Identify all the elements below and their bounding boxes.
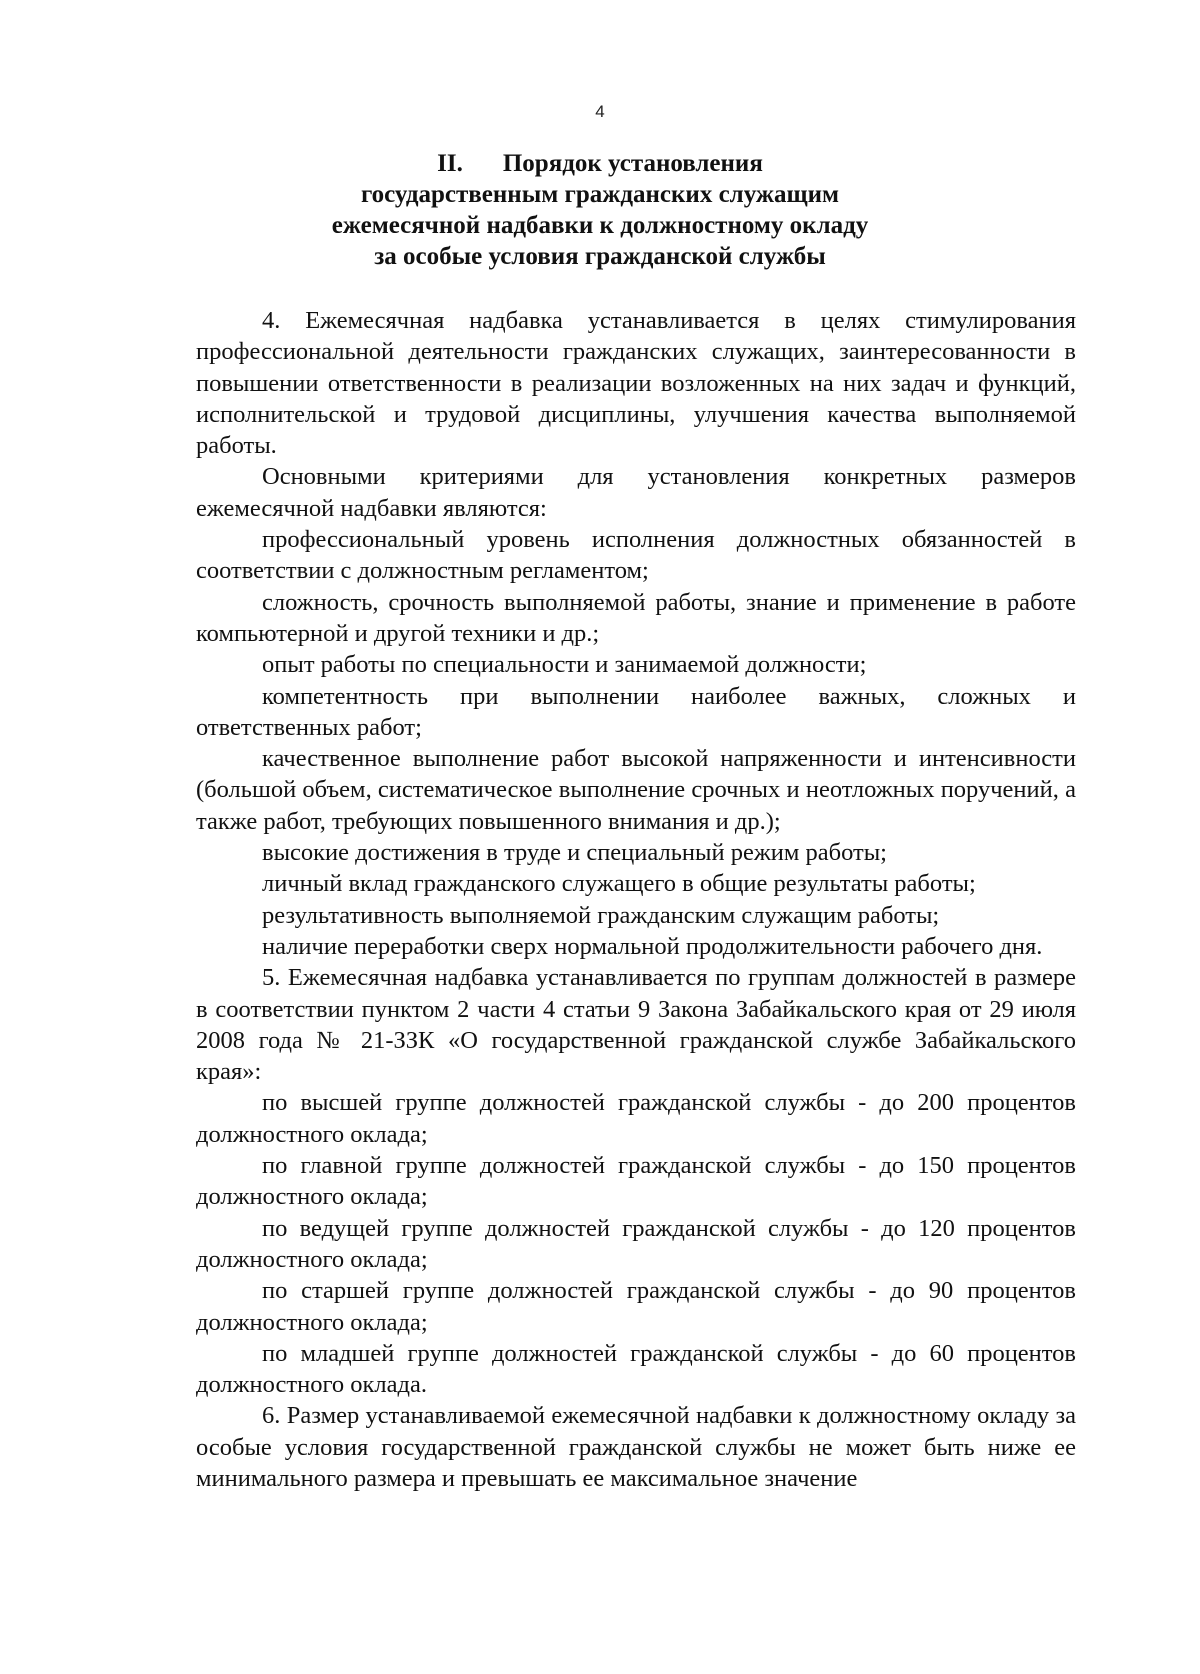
- group-rate-item: по старшей группе должностей гражданской службы - до 90 процентов должностного оклада;: [196, 1277, 1076, 1336]
- paragraph-clause-6: 6. Размер устанавливаемой ежемесячной надбавки к должностному окладу за особые условия государственной гражданской службы не может быть ниже ее минимального размера и превышать ее максимальное значение: [196, 1402, 1076, 1492]
- section-heading-line-2: государственным гражданских служащим: [360, 181, 840, 208]
- criteria-item: сложность, срочность выполняемой работы, знание и применение в работе компьютерной и другой техники и др.;: [196, 588, 1076, 647]
- paragraph-clause-5: 5. Ежемесячная надбавка устанавливается по группам должностей в размере в соответствии пунктом 2 части 4 статьи 9 Закона Забайкальского края от 29 июля 2008 года № 21-ЗЗК «О государственной гражданской службе Забайкальского края»:: [196, 964, 1076, 1086]
- section-title-text: Порядок установления: [502, 150, 763, 177]
- section-heading-line-4: за особые условия гражданской службы: [374, 243, 826, 270]
- section-heading-line-1: [0, 148, 1200, 179]
- criteria-item: личный вклад гражданского служащего в общие результаты работы;: [262, 870, 976, 898]
- page-number: 4: [595, 102, 605, 121]
- section-heading-line-3: ежемесячной надбавки к должностному окладу: [331, 212, 869, 239]
- criteria-item: опыт работы по специальности и занимаемой должности;: [262, 651, 867, 679]
- criteria-item: профессиональный уровень исполнения должностных обязанностей в соответствии с должностным регламентом;: [196, 526, 1076, 585]
- criteria-item: качественное выполнение работ высокой напряженности и интенсивности (большой объем, систематическое выполнение срочных и неотложных поручений, а также работ, требующих повышенного внимания и др.);: [196, 745, 1076, 835]
- group-rate-item: по высшей группе должностей гражданской службы - до 200 процентов должностного оклада;: [196, 1089, 1076, 1148]
- paragraph-criteria-intro: Основными критериями для установления конкретных размеров ежемесячной надбавки являются:: [196, 463, 1076, 522]
- paragraph-clause-4: 4. Ежемесячная надбавка устанавливается в целях стимулирования профессиональной деятельности гражданских служащих, заинтересованности в повышении ответственности в реализации возложенных на них задач и функций, исполнительской и трудовой дисциплины, улучшения качества выполняемой работы.: [196, 307, 1076, 460]
- criteria-item: наличие переработки сверх нормальной продолжительности рабочего дня.: [262, 932, 1043, 960]
- group-rate-item: по главной группе должностей гражданской службы - до 150 процентов должностного оклада;: [196, 1152, 1076, 1211]
- document-body: [196, 305, 1076, 1494]
- criteria-item: результативность выполняемой гражданским служащим работы;: [262, 901, 940, 929]
- section-heading: [0, 148, 1200, 272]
- section-numeral: II.: [437, 150, 463, 177]
- criteria-item: компетентность при выполнении наиболее важных, сложных и ответственных работ;: [196, 682, 1076, 741]
- group-rate-item: по ведущей группе должностей гражданской службы - до 120 процентов должностного оклада;: [196, 1214, 1076, 1273]
- group-rate-item: по младшей группе должностей гражданской службы - до 60 процентов должностного оклада.: [196, 1339, 1076, 1399]
- criteria-item: высокие достижения в труде и специальный режим работы;: [262, 839, 887, 867]
